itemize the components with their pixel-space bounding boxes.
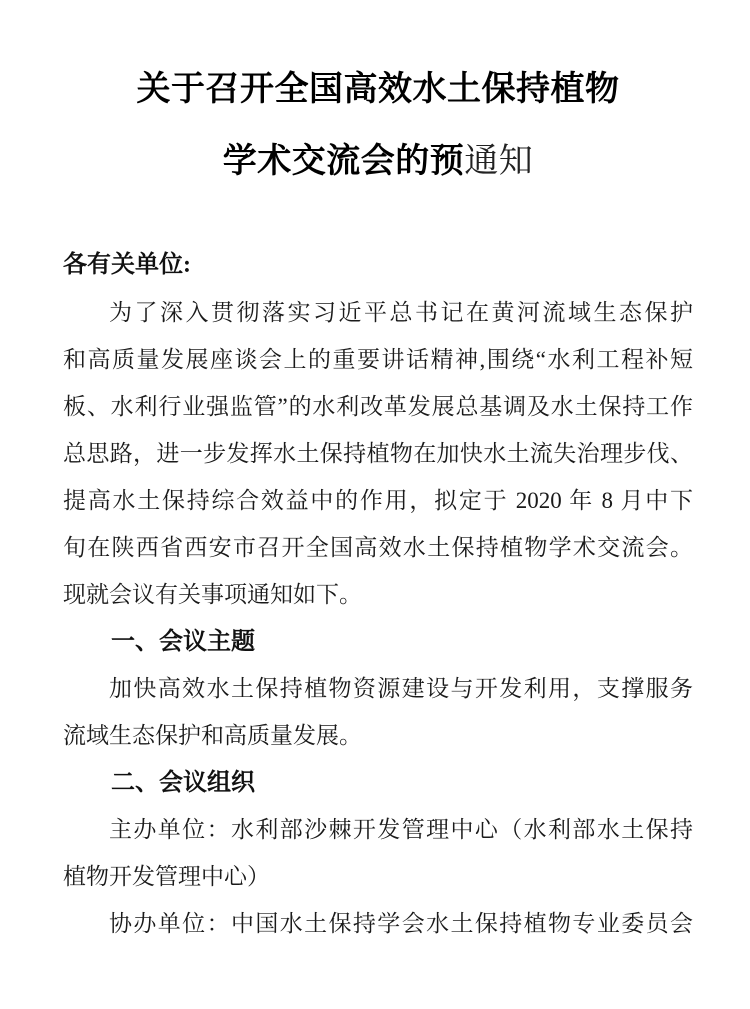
title-line2-light-text: 通知 (464, 143, 534, 180)
topic-paragraph-line-2: 流域生态保护和高质量发展。 (63, 723, 362, 748)
document-title-line1 (63, 70, 693, 110)
host-unit-line-2: 植物开发管理中心） (63, 864, 270, 889)
title-line2-main-text: 学术交流会的预 (222, 143, 465, 180)
intro-paragraph-line-2: 和高质量发展座谈会上的重要讲话精神,围绕“水利工程补短 (63, 347, 693, 372)
intro-paragraph-line-1: 为了深入贯彻落实习近平总书记在黄河流域生态保护 (109, 300, 693, 325)
section-heading-topic: 一、会议主题 (111, 628, 255, 655)
intro-paragraph-line-6: 旬在陕西省西安市召开全国高效水土保持植物学术交流会。 (63, 535, 693, 560)
salutation: 各有关单位: (63, 252, 191, 278)
intro-paragraph-line-5: 提高水土保持综合效益中的作用，拟定于 2020 年 8 月中下 (63, 488, 693, 513)
intro-paragraph-line-3: 板、水利行业强监管”的水利改革发展总基调及水土保持工作 (63, 394, 693, 419)
section-heading-organization: 二、会议组织 (111, 769, 255, 796)
title-line1-text: 关于召开全国高效水土保持植物 (136, 71, 620, 108)
intro-paragraph-line-4: 总思路，进一步发挥水土保持植物在加快水土流失治理步伐、 (63, 441, 693, 466)
host-unit-line-1: 主办单位：水利部沙棘开发管理中心（水利部水土保持 (109, 817, 693, 842)
document-title-line2 (63, 142, 693, 182)
document-body (63, 242, 693, 947)
topic-paragraph-line-1: 加快高效水土保持植物资源建设与开发利用，支撑服务 (109, 676, 693, 701)
co-organizer-line: 协办单位：中国水土保持学会水土保持植物专业委员会 (109, 911, 693, 936)
intro-paragraph-line-7: 现就会议有关事项通知如下。 (63, 582, 362, 607)
